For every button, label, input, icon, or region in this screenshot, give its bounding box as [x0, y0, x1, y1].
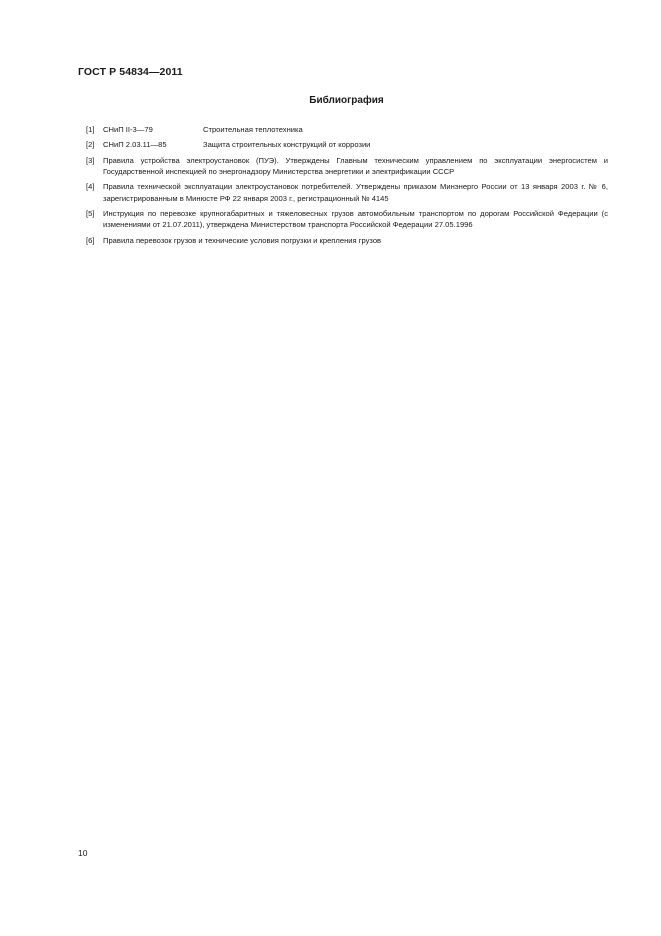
- bibliography-list: [86, 124, 608, 250]
- entry-text: Правила перевозок грузов и технические условия погрузки и крепления грузов: [103, 235, 382, 245]
- entry-text: Строительная теплотехника: [203, 125, 303, 134]
- document-code-header: ГОСТ Р 54834—2011: [78, 66, 183, 78]
- entry-code: СНиП 2.03.11—85: [103, 140, 167, 150]
- bibliography-entry-6: [86, 235, 608, 246]
- entry-code: СНиП II-3—79: [103, 125, 153, 134]
- entry-number: [1]: [86, 125, 95, 134]
- entry-text: Защита строительных конструкций от коррозии: [203, 140, 371, 150]
- bibliography-entry-2: [86, 139, 608, 150]
- bibliography-entry-3: [86, 155, 608, 177]
- page-number: 10: [78, 848, 88, 858]
- entry-number: [3]: [86, 155, 95, 165]
- bibliography-entry-5: [86, 208, 608, 230]
- entry-number: [6]: [86, 235, 95, 245]
- entry-text: Правила устройства электроустановок (ПУЭ). Утверждены Главным техническим управлением по эксплуатации энергосистем и Государственной инспекцией по энергонадзору Министерства энергетики и электрификации СССР: [103, 155, 608, 176]
- bibliography-title: Библиография: [309, 95, 384, 106]
- entry-text: Инструкция по перевозке крупногабаритных и тяжеловесных грузов автомобильным транспортом по дорогам Российской Федерации (с изменениями от 21.07.2011), утверждена Министерством транспорта Российской Федерации 27.05.1996: [103, 208, 608, 230]
- entry-number: [2]: [86, 140, 95, 150]
- entry-text: Правила технической эксплуатации электроустановок потребителей. Утверждены приказом Минэнерго России от 13 января 2003 г. № 6, зарегистрированным в Минюсте РФ 22 января 2003 г., регистрационный № 4145: [103, 182, 608, 203]
- entry-number: [5]: [86, 208, 95, 218]
- bibliography-entry-4: [86, 181, 608, 203]
- entry-number: [4]: [86, 182, 95, 192]
- bibliography-entry-1: [86, 124, 608, 135]
